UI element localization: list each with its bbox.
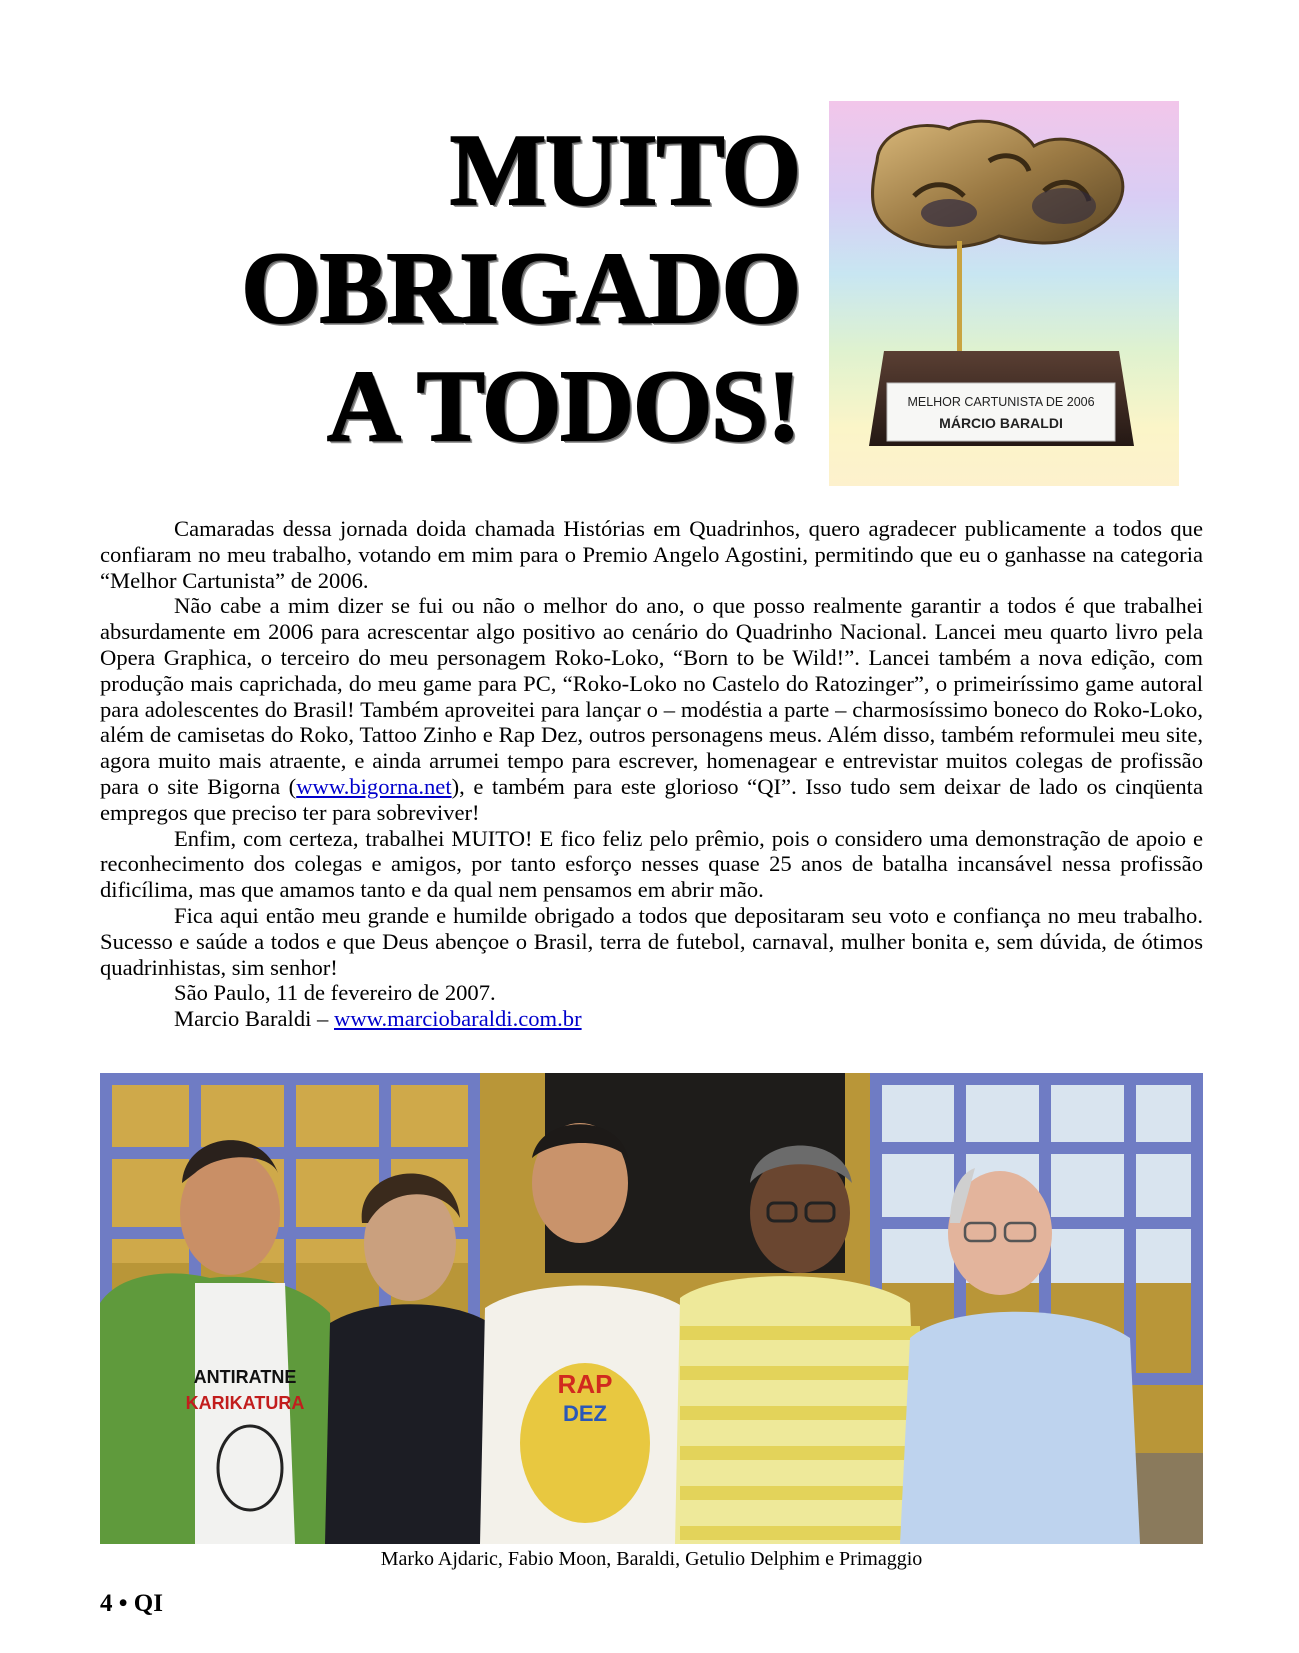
photo-caption: Marko Ajdaric, Fabio Moon, Baraldi, Getulio Delphim e Primaggio — [380, 1548, 923, 1570]
plaque-line-2: MÁRCIO BARALDI — [939, 415, 1063, 431]
shirt-text-2: KARIKATURA — [185, 1393, 305, 1413]
paragraph-2-text-b: ), e também para este glorioso “QI”. Isso tudo sem deixar de lado os cinqüenta empregos que preciso ter para sobreviver! — [100, 773, 1203, 825]
trophy-photo — [829, 101, 1179, 486]
paragraph-2 — [100, 593, 1203, 825]
paragraph-2-text-a: Não cabe a mim dizer se fui ou não o melhor do ano, o que posso realmente garantir a todos é que trabalhei absurdamente em 2006 para acrescentar algo positivo ao cenário do Quadrinho Nacional. Lancei meu quarto livro pela Opera Graphica, o terceiro do meu personagem Roko-Loko, “Born to be Wild!”. Lancei também a nova edição, com produção mais caprichada, do meu game para PC, “Roko-Loko no Castelo do Ratozinger”, o primeiríssimo game autoral para adolescentes do Brasil! Também aproveitei para lançar o – modéstia a parte – charmosíssimo boneco do Roko-Loko, além de camisetas do Roko, Tattoo Zinho e Rap Dez, outros personagens meus. Além disso, também reformulei meu site, agora muito mais atraente, e ainda arrumei tempo para escrever, homenagear e entrevistar muitos colegas de profissão para o site Bigorna ( — [100, 593, 1203, 799]
bigorna-link[interactable]: www.bigorna.net — [296, 773, 452, 799]
headline-line-2: OBRIGADO — [241, 232, 800, 345]
shirt-text-4: DEZ — [563, 1401, 607, 1426]
group-photo — [100, 1073, 1203, 1544]
shirt-text-1: ANTIRATNE — [193, 1367, 297, 1387]
paragraph-4: Fica aqui então meu grande e humilde obrigado a todos que depositaram seu voto e confiança no meu trabalho. Sucesso e saúde a todos e que Deus abençoe o Brasil, terra de futebol, carnaval, mulher bonita e, sem dúvida, de ótimos quadrinhistas, sim senhor! — [100, 902, 1203, 980]
article-body — [100, 516, 1203, 1032]
headline — [230, 112, 800, 466]
signature-name: Marcio Baraldi – — [174, 1006, 334, 1032]
headline-line-1: MUITO — [449, 114, 800, 227]
paragraph-1: Camaradas dessa jornada doida chamada Histórias em Quadrinhos, quero agradecer publicamente a todos que confiaram no meu trabalho, votando em mim para o Premio Angelo Agostini, permitindo que eu o ganhasse na categoria “Melhor Cartunista” de 2006. — [100, 516, 1203, 593]
place-date: São Paulo, 11 de fevereiro de 2007. — [174, 980, 496, 1006]
paragraph-3: Enfim, com certeza, trabalhei MUITO! E fico feliz pelo prêmio, pois o considero uma demonstração de apoio e reconhecimento dos colegas e amigos, por tanto esforço nesses quase 25 anos de batalha incansável nessa profissão dificílima, mas que amamos tanto e da qual nem pensamos em abrir mão. — [100, 825, 1203, 903]
page-number: 4 • QI — [100, 1590, 163, 1617]
signature — [100, 1006, 1203, 1032]
headline-line-3: A TODOS! — [327, 350, 800, 463]
plaque-line-1: MELHOR CARTUNISTA DE 2006 — [907, 395, 1095, 409]
trophy-base — [869, 351, 1134, 446]
author-site-link[interactable]: www.marciobaraldi.com.br — [334, 1006, 582, 1032]
shirt-text-3: RAP — [557, 1369, 613, 1399]
